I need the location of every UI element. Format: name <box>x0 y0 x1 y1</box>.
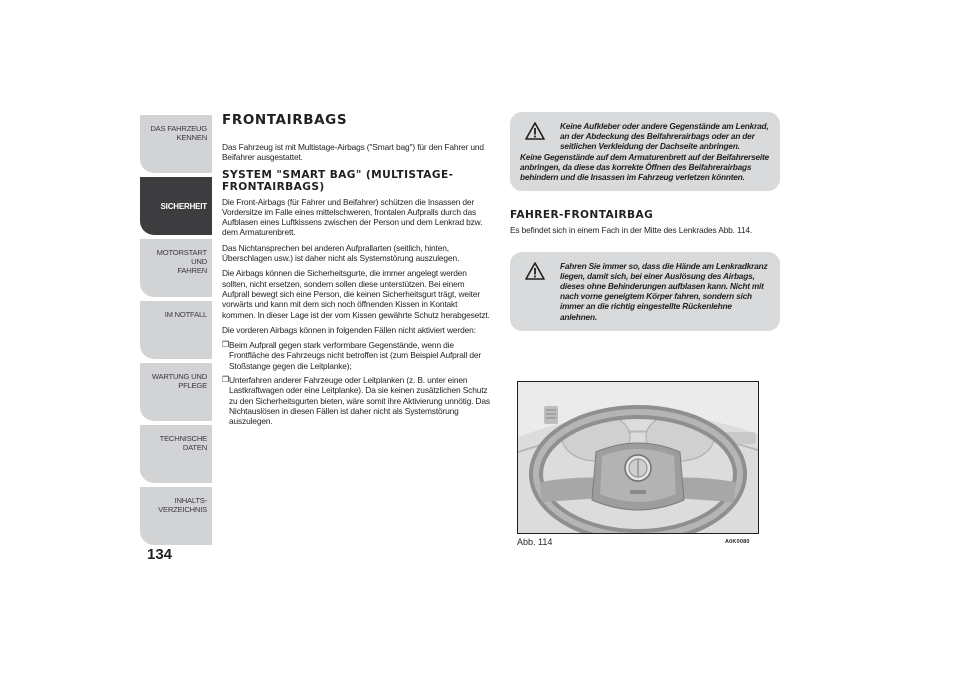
paragraph-seatbelts: Die Airbags können die Sicherheitsgurte, die immer angelegt werden sollten, nicht ersetzen, sondern sollen diese unterstützen. Bei einem Aufprall bewegt sich eine Person, die keinen Sicherheitsgurt trägt, weiter vorwärts und kann mit dem sich noch öffnenden Kissen in Kontakt kommen. In dieser Lage ist der vom Kissen gewährte Schutz herabgesetzt. <box>222 268 490 320</box>
paragraph-not-activated: Die vorderen Airbags können in folgenden Fällen nicht aktiviert werden: <box>222 324 476 335</box>
warning-box-stickers <box>510 112 780 191</box>
paragraph-other-impacts: Das Nichtansprechen bei anderen Aufprallarten (seitlich, hinten, Überschlagen usw.) ist daher nicht als Systemstörung auszulegen. <box>222 242 460 264</box>
section-title: FRONTAIRBAGS <box>222 112 348 128</box>
warning-triangle-icon <box>525 122 545 140</box>
tab-sicherheit[interactable]: SICHERHEIT <box>140 177 212 235</box>
list-item-text: Unterfahren anderer Fahrzeuge oder Leitplanken (z. B. unter einen Lastkraftwagen oder eine Leitplanke). Da sie keinen zusätzlichen Schutz zu den Sicherheitsgurten bieten, wäre somit ihre Aktivierung unnötig. Das Nichtauslösen in diesen Fällen ist daher nicht als Systemstörung auszulegen. <box>229 375 490 427</box>
steering-wheel-figure <box>517 381 759 534</box>
subsection-title-driver-airbag: FAHRER-FRONTAIRBAG <box>510 209 654 222</box>
paragraph-front-airbags: Die Front-Airbags (für Fahrer und Beifahrer) schützen die Insassen der Vordersitze im Falle eines mittelschweren, frontalen Aufpralls durch das Aufblasen eines Luftkissens zwischen der Person und dem Lenkrad bzw. dem Armaturenbrett. <box>222 196 483 238</box>
figure-caption: Abb. 114 <box>517 537 553 547</box>
warning-text: Keine Aufkleber oder andere Gegenstände am Lenkrad, an der Abdeckung des Beifahrerairbags oder an der seitlichen Verkleidung der Dachseite anbringen. <box>560 121 769 152</box>
warning-box-hands <box>510 252 780 331</box>
figure-code: A0K0080 <box>725 539 750 545</box>
list-item-text: Beim Aufprall gegen stark verformbare Gegenstände, wenn die Frontfläche des Fahrzeugs nicht betroffen ist (zum Beispiel Aufprall der Stoßstange gegen die Leitplanke); <box>229 340 482 371</box>
chapter-tabs <box>140 115 212 549</box>
tab-technische-daten[interactable]: TECHNISCHE DATEN <box>140 425 212 483</box>
tab-das-fahrzeug-kennen[interactable]: DAS FAHRZEUG KENNEN <box>140 115 212 173</box>
checkbox-bullet-icon: ❒ <box>222 340 230 350</box>
warning-triangle-icon <box>525 262 545 280</box>
tab-wartung-und-pflege[interactable]: WARTUNG UND PFLEGE <box>140 363 212 421</box>
intro-paragraph: Das Fahrzeug ist mit Multistage-Airbags ("Smart bag") für den Fahrer und Beifahrer ausgestattet. <box>222 142 484 163</box>
subsection-title: SYSTEM "SMART BAG" (MULTISTAGE-FRONTAIRBAGS) <box>222 168 454 193</box>
warning-text: Keine Gegenstände auf dem Armaturenbrett auf der Beifahrerseite anbringen, da diese das korrekte Öffnen des Beifahrerairbags behindern und die Insassen im Fahrzeug verletzen könnten. <box>520 151 769 183</box>
tab-motorstart-und-fahren[interactable]: MOTORSTART UND FAHREN <box>140 239 212 297</box>
tab-im-notfall[interactable]: IM NOTFALL <box>140 301 212 359</box>
steering-wheel-illustration <box>518 382 758 533</box>
page-number: 134 <box>147 546 173 563</box>
tab-inhaltsverzeichnis[interactable]: INHALTS- VERZEICHNIS <box>140 487 212 545</box>
left-column <box>222 112 490 431</box>
checkbox-bullet-icon: ❒ <box>222 375 230 385</box>
paragraph-location: Es befindet sich in einem Fach in der Mitte des Lenkrades Abb. 114. <box>510 225 753 236</box>
list-item <box>222 375 490 426</box>
right-column <box>510 112 780 331</box>
warning-text: Fahren Sie immer so, dass die Hände am Lenkradkranz liegen, damit sich, bei einer Auslösung des Airbags, dieses ohne Behinderungen aufblasen kann. Nicht mit nach vorne geneigtem Körper fahren, sondern sich immer an die richtig eingestellte Rückenlehne anlehnen. <box>560 260 768 322</box>
list-item <box>222 340 490 371</box>
